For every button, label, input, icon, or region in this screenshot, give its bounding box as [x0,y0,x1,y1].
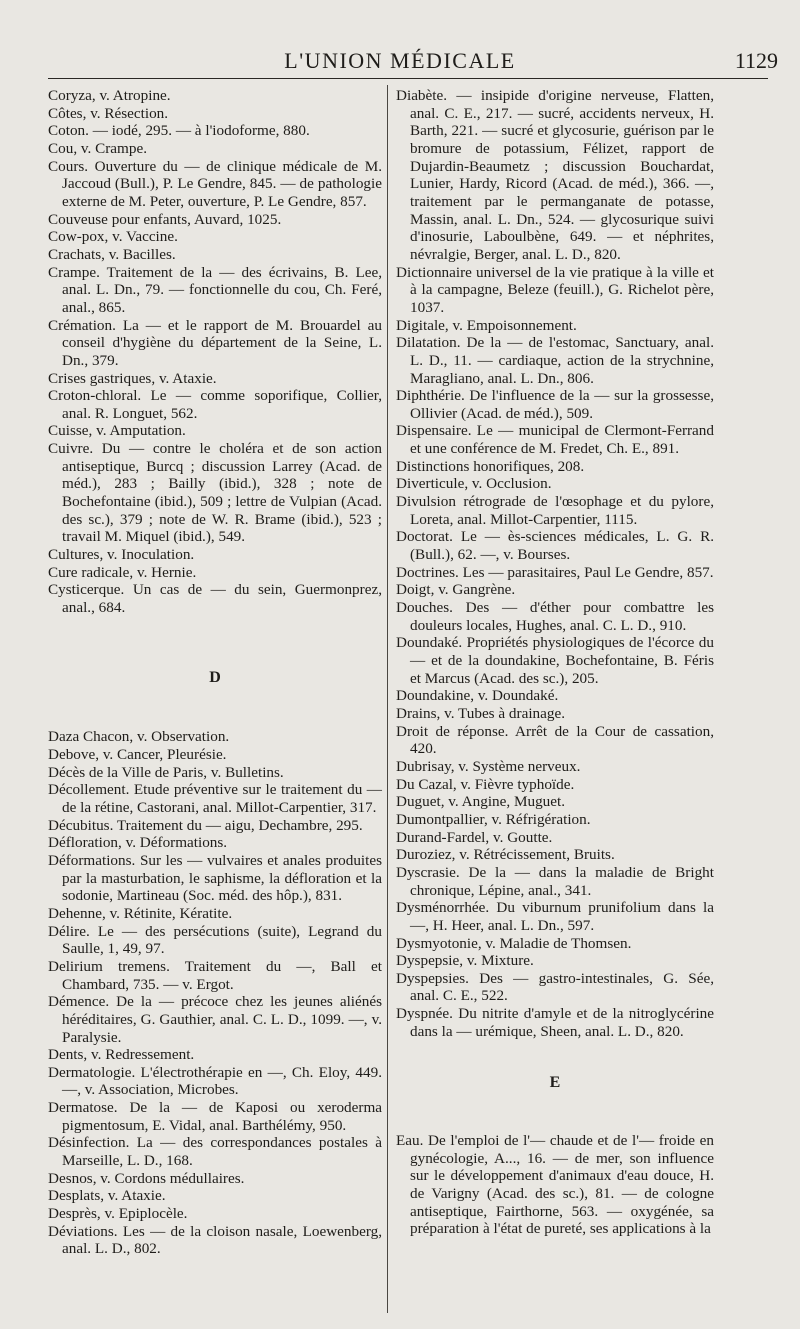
index-entry: Couveuse pour enfants, Auvard, 1025. [48,210,282,228]
index-entry: Duguet, v. Angine, Muguet. [396,793,566,811]
right-entries-e [396,1132,714,1238]
index-entry: Dyscrasie. De la — dans la maladie de Bright chronique, Lépine, anal., 341. [396,863,714,899]
index-entry: Debove, v. Cancer, Pleurésie. [48,746,227,763]
page-number: 1129 [734,48,778,73]
index-entry: Crémation. La — et le rapport de M. Brouardel au conseil d'hygiène du département de la Seine, L. Dn., 379. [48,316,382,369]
index-entry: Cou, v. Crampe. [48,139,147,157]
left-column [48,87,382,1258]
column-divider [387,85,388,1313]
index-entry: Dysmyotonie, v. Maladie de Thomsen. [396,934,632,952]
index-entry: Défloration, v. Déformations. [48,834,228,852]
index-entry: Doigt, v. Gangrène. [396,581,516,599]
index-entry: Durand-Fardel, v. Goutte. [396,828,553,846]
index-entry: Décubitus. Traitement du — aigu, Dechambre, 295. [48,816,363,834]
index-entry: Cuisse, v. Amputation. [48,422,186,440]
index-entry: Cours. Ouverture du — de clinique médicale de M. Jaccoud (Bull.), P. Le Gendre, 845. — de pathologie externe de M. Peter, ouverture, P. Le Gendre, 857. [48,157,382,210]
index-entry: Cultures, v. Inoculation. [48,546,195,564]
index-entry: Doctrines. Les — parasitaires, Paul Le Gendre, 857. [396,563,714,581]
index-entry: Duroziez, v. Rétrécissement, Bruits. [396,846,615,864]
journal-title: L'UNION MÉDICALE [284,48,516,73]
index-entry: Digitale, v. Empoisonnement. [396,316,577,334]
index-entry: Diverticule, v. Occlusion. [396,475,552,493]
index-entry: Drains, v. Tubes à drainage. [396,704,566,722]
index-entry: Distinctions honorifiques, 208. [396,457,585,475]
index-entry: Dehenne, v. Rétinite, Kératite. [48,904,233,922]
index-entry: Crachats, v. Bacilles. [48,245,176,263]
index-entry: Cure radicale, v. Hernie. [48,563,197,581]
index-entry: Daza Chacon, v. Observation. [48,728,230,746]
index-entry: Cuivre. Du — contre le choléra et de son action antiseptique, Burcq ; discussion Larrey (Acad. de méd.), 283 ; Bailly (ibid.), 328 ; note de Bochefontaine (ibid.), 509 ; lettre de Vulpian (Acad. des sc.), 379 ; note de W. R. Brame (ibid.), 523 ; travail M. Miquel (ibid.), 549. [48,440,382,546]
index-entry: Doundakine, v. Doundaké. [396,687,559,705]
index-entry: Déviations. Les — de la cloison nasale, Loewenberg, anal. L. D., 802. [48,1222,382,1258]
index-entry: Dents, v. Redressement. [48,1046,195,1064]
index-entry: Du Cazal, v. Fièvre typhoïde. [396,775,575,793]
index-entry: Dysménorrhée. Du viburnum prunifolium dans la —, H. Heer, anal. L. Dn., 597. [396,899,714,934]
index-entry: Déformations. Sur les — vulvaires et anales produites par la masturbation, le saphisme, la défloration et la sodonie, Martineau (Soc. méd. des hôp.), 831. [48,851,382,905]
index-entry: Cow-pox, v. Vaccine. [48,228,178,246]
index-entry: Décollement. Etude préventive sur le traitement du — de la rétine, Castorani, anal. Millot-Carpentier, 317. [48,781,382,816]
index-entry: Desprès, v. Epiplocèle. [48,1205,188,1223]
right-entries-d [396,87,714,1040]
section-letter-e: E [549,1074,561,1092]
index-entry: Diphthérie. De l'influence de la — sur la grossesse, Ollivier (Acad. de méd.), 509. [396,387,714,422]
index-entry: Délire. Le — des persécutions (suite), Legrand du Saulle, 1, 49, 97. [48,922,382,958]
index-entry: Eau. De l'emploi de l'— chaude et de l'— froide en gynécologie, A..., 16. — de mer, son influence sur le développement d'animaux d'eau douce, H. de Varigny (Acad. des sc.), 81. — de cologne antiseptique, Fairthorne, 563. — oxygénée, sa préparation à l'état de pureté, ses applications à la [396,1132,714,1238]
index-entry: Desplats, v. Ataxie. [48,1187,166,1205]
index-entry: Desnos, v. Cordons médullaires. [48,1169,245,1187]
index-entry: Dubrisay, v. Système nerveux. [396,757,581,775]
index-entry: Dumontpallier, v. Réfrigération. [396,810,591,828]
index-entry: Doundaké. Propriétés physiologiques de l'écorce du — et de la doundakine, Bochefontaine, B. Féris et Marcus (Acad. des sc.), 205. [396,634,714,687]
right-column [396,87,714,1238]
section-letter-d: D [209,668,221,686]
index-entry: Démence. De la — précoce chez les jeunes aliénés héréditaires, G. Gauthier, anal. C. L. D., 1099. —, v. Paralysie. [48,993,382,1046]
index-entry: Côtes, v. Résection. [48,104,169,122]
index-entry: Dictionnaire universel de la vie pratique à la ville et à la campagne, Beleze (feuill.), G. Richelot père, 1037. [396,263,714,316]
index-entry: Diabète. — insipide d'origine nerveuse, Flatten, anal. C. E., 217. — sucré, accidents nerveux, H. Barth, 221. — sucré et glycosurie, guérison par le bromure de potassium, Félizet, rapport de Dujardin-Beaumetz ; discussion Bouchardat, Lunier, Hardy, Ricord (Acad. de méd.), 366. —, traitement par le permanganate de potasse, Massin, anal. L. Dn., 524. — glycosurique suivi d'inosurie, Laboulbène, 649. — et néphrites, névralgie, Berger, anal. L. D., 820. [396,87,714,263]
index-entry: Douches. Des — d'éther pour combattre les douleurs locales, Hughes, anal. C. L. D., 910. [396,599,714,634]
index-entry: Dermatologie. L'électrothérapie en —, Ch. Eloy, 449. —, v. Association, Microbes. [48,1063,382,1099]
index-entry: Dermatose. De la — de Kaposi ou xeroderma pigmentosum, E. Vidal, anal. Barthélémy, 950. [48,1099,382,1134]
index-entry: Droit de réponse. Arrêt de la Cour de cassation, 420. [396,722,714,758]
index-entry: Croton-chloral. Le — comme soporifique, Collier, anal. R. Longuet, 562. [48,387,382,422]
index-entry: Dispensaire. Le — municipal de Clermont-Ferrand et une conférence de M. Fredet, Ch. E., 891. [396,422,714,458]
left-entries-c [48,87,382,617]
index-entry: Coton. — iodé, 295. — à l'iodoforme, 880. [48,122,310,140]
index-entry: Dyspepsies. Des — gastro-intestinales, G. Sée, anal. C. E., 522. [396,969,714,1005]
index-entry: Dyspepsie, v. Mixture. [396,952,534,970]
left-entries-d [48,728,382,1258]
index-entry: Dilatation. De la — de l'estomac, Sanctuary, anal. L. D., 11. — cardiaque, action de la strychnine, Maragliano, anal. L. Dn., 806. [396,334,714,387]
index-entry: Doctorat. Le — ès-sciences médicales, L. G. R. (Bull.), 62. —, v. Bourses. [396,528,714,564]
index-entry: Divulsion rétrograde de l'œsophage et du pylore, Loreta, anal. Millot-Carpentier, 1115. [396,493,714,528]
index-entry: Crampe. Traitement de la — des écrivains, B. Lee, anal. L. Dn., 79. — fonctionnelle du cou, Ch. Feré, anal., 865. [48,263,382,316]
index-entry: Cysticerque. Un cas de — du sein, Guermonprez, anal., 684. [48,581,382,617]
header-rule [48,78,768,79]
index-entry: Dyspnée. Du nitrite d'amyle et de la nitroglycérine dans la — urémique, Sheen, anal. L. D., 820. [396,1005,714,1040]
index-entry: Désinfection. La — des correspondances postales à Marseille, L. D., 168. [48,1134,382,1170]
index-entry: Coryza, v. Atropine. [48,87,171,104]
index-entry: Crises gastriques, v. Ataxie. [48,369,217,387]
index-entry: Delirium tremens. Traitement du —, Ball et Chambard, 735. — v. Ergot. [48,957,382,993]
index-entry: Décès de la Ville de Paris, v. Bulletins. [48,763,284,781]
page-header [0,40,800,80]
